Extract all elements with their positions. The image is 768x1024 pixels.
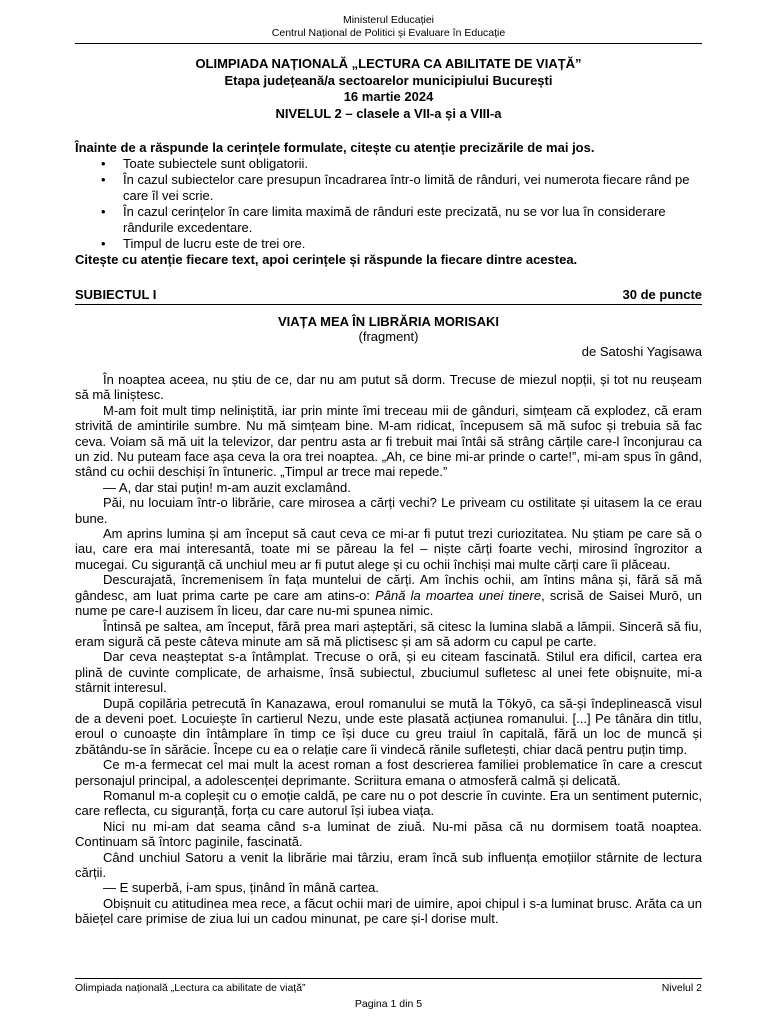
paragraph: Obișnuit cu atitudinea mea rece, a făcut ochii mari de uimire, apoi chipul i s-a luminat brusc. Arăta ca un băiețel care primise de ziua lui un cadou minunat, pe care și-l dorise mult. <box>75 895 702 927</box>
work-title: VIAȚA MEA ÎN LIBRĂRIA MORISAKI <box>278 314 499 329</box>
subject-heading <box>75 287 702 305</box>
subject-points: 30 de puncte <box>622 287 702 302</box>
footer-olympiad: Olimpiada națională „Lectura ca abilitate de viață” <box>75 982 306 994</box>
level-name: NIVELUL 2 – clasele a VII-a și a VIII-a <box>275 105 502 121</box>
stage-name: Etapa județeană/a sectoarelor municipiului București <box>224 72 553 88</box>
footer-divider <box>75 978 702 979</box>
paragraph: În noaptea aceea, nu știu de ce, dar nu am putut să dorm. Trecuse de miezul nopții, și tot nu reușeam să mă liniștesc. <box>75 372 702 403</box>
subject-label: SUBIECTUL I <box>75 287 157 302</box>
instructions-list <box>75 156 702 252</box>
paragraph: Am aprins lumina și am început să caut ceva ce mi-ar fi putut trezi curiozitatea. Nu știam pe care să o iau, care era mai interesantă, toate mi se păreau la fel – niște cărți foarte vechi, mirosind îngrozitor a mucegai. Cu siguranță că unchiul meu ar fi putut alege și cu ochii închiși mai multe cărți care îi plăceau. <box>75 526 702 572</box>
paragraph: Păi, nu locuiam într-o librărie, care mirosea a cărți vechi? Le priveam cu ostilitate și uitasem la ce erau bune. <box>75 495 702 526</box>
paragraph: — E superbă, i-am spus, ținând în mână cartea. <box>103 880 380 896</box>
instruction-item: • Timpul de lucru este de trei ore. <box>123 236 702 252</box>
paragraph: Romanul m-a copleșit cu o emoție caldă, pe care nu o pot descrie în cuvinte. Era un sentiment puternic, care reflecta, cu siguranță, forța cu care autorul își iubea viața. <box>75 787 702 819</box>
instruction-item: • În cazul subiectelor care presupun încadrarea într-o limită de rânduri, vei numerota fiecare rând pe care îl vei scrie. <box>123 172 702 204</box>
instructions <box>75 140 702 268</box>
paragraph <box>75 572 702 618</box>
ministry-name: Ministerul Educației <box>342 14 435 26</box>
paragraph-text: , scrisă de Saisei Murō, un nume pe care-l auzisem în liceu, dar care nu-mi spunea nimic. <box>75 587 703 619</box>
footer-level: Nivelul 2 <box>661 982 702 994</box>
paragraph: Când unchiul Satoru a venit la librărie mai târziu, eram încă sub influența emoțiilor stârnite de lectura cărții. <box>75 849 702 880</box>
paragraph: Ce m-a fermecat cel mai mult la acest roman a fost descrierea familiei problematice în care a crescut personajul principal, a adolescenței deprimante. Scriitura emana o atmosferă calmă și delicată. <box>75 757 702 788</box>
paragraph: După copilăria petrecută în Kanazawa, eroul romanului se mută la Tōkyō, ca să-și îndeplinească visul de a deveni poet. Locuiește în cartierul Nezu, unde este plasată acțiunea romanului. [...] Pe tânăra din titlu, eroul o cunoaște din întâmplare în timp ce își duce cu greu traiul în capitală, fără un loc de muncă și zbătându-se în sărăcie. Începe cu ea o relație care îi vindecă rănile sufletești, chiar dacă pentru puțin timp. <box>75 695 702 757</box>
exam-date: 16 martie 2024 <box>343 89 434 104</box>
exam-title <box>75 56 702 122</box>
work-heading <box>75 314 702 344</box>
instructions-intro: Înainte de a răspunde la cerințele formulate, citește cu atenție precizările de mai jos. <box>75 140 595 155</box>
document-page <box>75 0 702 1024</box>
instruction-item: • În cazul cerințelor în care limita maximă de rânduri este precizată, nu se vor lua în considerare rândurile excedentare. <box>123 204 702 236</box>
page-number: Pagina 1 din 5 <box>354 998 423 1010</box>
paragraph: Nici nu mi-am dat seama când s-a luminat de ziuă. Nu-mi păsa că nu dormisem toată noaptea. Continuam să întorc paginile, fascinată. <box>75 818 702 850</box>
paragraph: Dar ceva neașteptat s-a întâmplat. Trecuse o oră, și eu citeam fascinată. Stilul era dificil, cartea era plină de cuvinte complicate, de arhaisme, însă subiectul, zbuciumul sufletesc al unei fete obișnuite, mi-a stârnit interesul. <box>75 649 702 696</box>
text-fragment <box>75 372 702 927</box>
work-author: de Satoshi Yagisawa <box>581 344 702 359</box>
paragraph: — A, dar stai puțin! m-am auzit exclamând. <box>103 479 351 495</box>
olympiad-name: OLIMPIADA NAȚIONALĂ „LECTURA CA ABILITATE DE VIAȚĂ” <box>195 56 582 71</box>
book-title: Până la moartea unei tinere <box>375 587 542 603</box>
page-header <box>75 14 702 40</box>
instruction-item: • Toate subiectele sunt obligatorii. <box>123 156 702 172</box>
work-note: (fragment) <box>358 329 419 344</box>
header-divider <box>75 43 702 44</box>
center-name: Centrul Național de Politici și Evaluare în Educație <box>271 27 506 39</box>
paragraph: Întinsă pe saltea, am început, fără prea mari așteptări, să citesc la lumina slabă a lămpii. Sinceră să fiu, eram sigură că peste câteva minute am să mă plictisesc și am să adorm cu capul pe carte. <box>75 618 702 649</box>
paragraph-text: Descurajată, încremenisem în fața muntelui de cărți. Am închis ochii, am întins mâna și, fără să mă gândesc, am luat prima carte pe care am atins-o: <box>75 572 702 603</box>
instructions-outro: Citește cu atenție fiecare text, apoi cerințele și răspunde la fiecare dintre acestea. <box>75 252 578 267</box>
paragraph: M-am foit mult timp neliniștită, iar prin minte îmi treceau mii de gânduri, simțeam că explodez, că eram strivită de amintirile sumbre. Nu mă simțeam bine. M-am ridicat, începusem să mă sufoc și trebuia să fac ceva. Voiam să mă uit la televizor, dar pentru asta ar fi trebuit mai întâi să strâng cărțile care-l înconjurau ca un zid. Nu puteam face așa ceva la ora trei noaptea. „Ah, ce bine mi-ar prinde o carte!”, mi-am spus în gând, stând cu ochii deschiși în întuneric. „Timpul ar trece mai repede.” <box>75 402 702 480</box>
